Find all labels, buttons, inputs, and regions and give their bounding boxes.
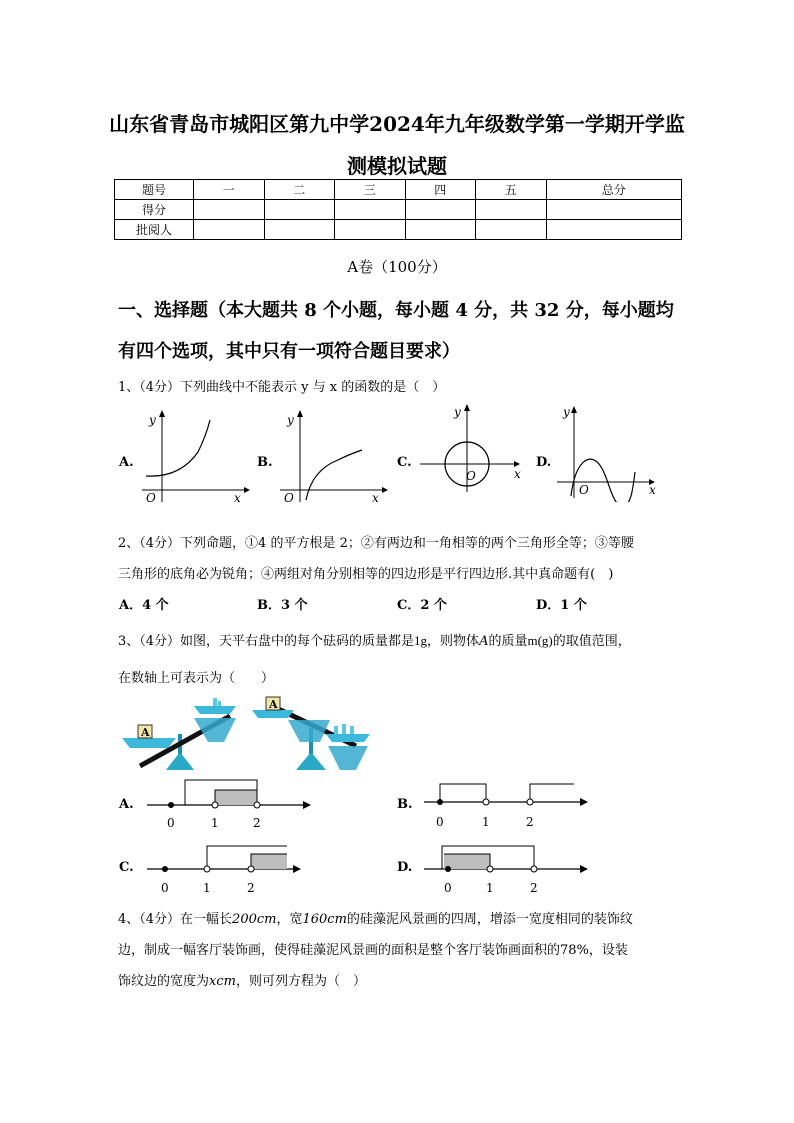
score-table-cell [194,200,265,220]
score-table-cell: 二 [264,180,335,200]
tick-label: 2 [247,881,255,895]
q3-text-part: ，则物体 [427,634,480,649]
x-axis-label: x [514,467,521,481]
question-4-line-2 [118,939,628,958]
q3-option-d-label: D. [397,860,413,875]
scale-2-right-pan [326,734,370,742]
score-table-row [115,220,682,240]
score-table-cell [405,220,476,240]
scale-1-left-pan [122,738,176,748]
question-2-line-2: 三角形的底角必为锐角；④两组对角分别相等的四边形是平行四边形.其中真命题有( ) [118,567,614,582]
score-table-cell [264,220,335,240]
q1-graph-b [278,408,388,504]
origin-label: O [579,483,589,497]
section-heading-line-1: 一、选择题（本大题共 8 个小题，每小题 4 分，共 32 分，每小题均 [118,300,674,321]
score-table-cell [335,200,406,220]
q3-number-line-d [422,838,592,896]
score-table-cell: 五 [476,180,547,200]
tick-label: 0 [167,816,175,830]
score-table [114,179,682,240]
tick-label: 2 [530,881,538,895]
scale-2-left-pan [252,710,294,718]
tick-label: 1 [486,881,494,895]
score-table-cell [335,220,406,240]
q1-graph-c [418,402,528,498]
score-table-row [115,200,682,220]
question-4-line-1 [118,908,633,927]
x-axis-label: x [234,491,241,504]
q4-text-part: 4、（4分）在一幅长 [118,912,233,927]
q3-unit-mass: 1g [414,633,428,648]
scale-1-right-pan [194,706,236,714]
q3-text-part: 3、（4分）如图，天平右盘中的每个砝码的质量都是 [118,634,415,649]
q4-percent: 78% [560,943,589,958]
q4-text-part: 的硅藻泥风景画的四周，增添一宽度相同的装饰纹 [346,912,633,927]
q3-mass-variable: m(g) [527,633,553,648]
q4-width: 160cm [302,912,347,927]
y-axis-label: y [287,413,294,427]
q4-text-part: ，则可列方程为（ ） [235,974,366,989]
score-table-cell [264,200,335,220]
q2-option-c: C．2 个 [397,598,447,613]
q4-variable: xcm [209,974,236,989]
title-line-2: 测模拟试题 [347,154,447,178]
tick-label: 1 [203,881,211,895]
y-axis-label: y [454,405,461,419]
q1-graph-a [140,408,250,504]
q3-text-part: 的取值范围， [552,634,631,649]
q3-number-line-a [145,776,315,832]
q1-option-b-label: B. [257,455,273,470]
score-table-cell: 总分 [546,180,682,200]
scale-2-base [296,752,326,770]
question-3-line-2: 在数轴上可表示为（ ） [118,671,275,686]
balance-scales-illustration [118,694,378,774]
q2-option-b: B．3 个 [257,598,308,613]
score-table-cell: 一 [194,180,265,200]
score-table-row-label: 得分 [115,200,194,220]
section-heading-line-2: 有四个选项，其中只有一项符合题目要求） [118,341,460,362]
q3-object-a: A [479,634,489,649]
q2-option-a: A．4 个 [119,598,169,613]
q2-option-d: D．1 个 [536,598,587,613]
origin-label: O [466,469,476,483]
tick-label: 0 [444,881,452,895]
score-table-cell [194,220,265,240]
score-table-cell: 三 [335,180,406,200]
q3-option-b-label: B. [397,797,413,812]
score-table-cell [405,200,476,220]
question-2-line-1: 2、（4分）下列命题，①4 的平方根是 2；②有两边和一角相等的两个三角形全等；③等腰 [118,536,634,551]
score-table-cell: 题号 [115,180,194,200]
tick-label: 1 [482,815,490,829]
question-1-text: 1、（4分）下列曲线中不能表示 y 与 x 的函数的是（ ） [118,380,446,395]
q1-graph-d [555,402,663,502]
q4-text-part: ，设装 [588,943,628,958]
q4-length: 200cm [232,912,277,927]
q3-option-a-label: A. [119,797,134,812]
q4-text-part: 饰纹边的宽度为 [118,974,210,989]
q1-option-d-label: D. [536,455,552,470]
tick-label: 0 [161,881,169,895]
score-table-cell [476,220,547,240]
object-a-label: A [141,726,150,739]
q1-option-c-label: C. [397,455,412,470]
q4-text-part: ，宽 [276,912,303,927]
q4-text-part: 边，制成一幅客厅装饰画，使得硅藻泥风景画的面积是整个客厅装饰画面积的 [118,943,561,958]
q3-number-line-b [422,776,592,832]
volume-label: A卷（100分） [347,258,447,276]
x-axis-label: x [372,491,379,504]
score-table-header-row [115,180,682,200]
x-axis-label: x [649,483,656,497]
tick-label: 2 [526,815,534,829]
origin-label: O [146,491,156,504]
q1-option-a-label: A. [119,455,134,470]
question-3-line-1 [118,630,631,649]
scale-1-base [166,752,194,770]
object-a-label: A [269,698,278,711]
question-4-line-3 [118,970,366,989]
score-table-cell: 四 [405,180,476,200]
q3-number-line-c [145,838,315,896]
tick-label: 0 [436,815,444,829]
score-table-cell [546,220,682,240]
q3-option-c-label: C. [119,860,134,875]
q3-text-part: 的质量 [488,634,528,649]
tick-label: 1 [211,816,219,830]
tick-label: 2 [253,816,261,830]
origin-label: O [284,491,294,504]
title-line-1: 山东省青岛市城阳区第九中学2024年九年级数学第一学期开学监 [109,112,685,136]
score-table-row-label: 批阅人 [115,220,194,240]
score-table-cell [476,200,547,220]
y-axis-label: y [563,405,570,419]
score-table-cell [546,200,682,220]
y-axis-label: y [149,413,156,427]
